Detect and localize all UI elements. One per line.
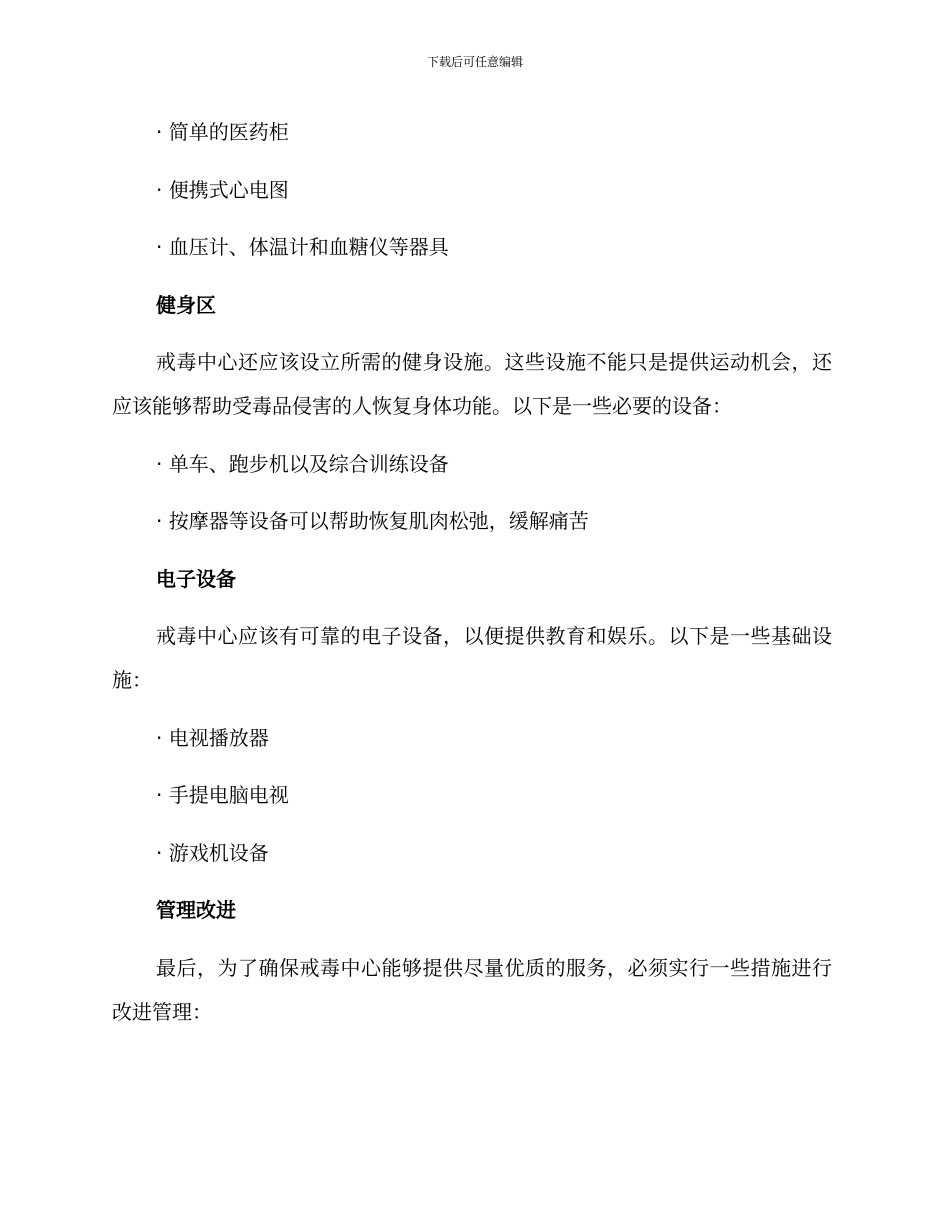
- bullet-item: · 电视播放器: [156, 725, 269, 750]
- bullet-item: · 便携式心电图: [156, 177, 289, 202]
- paragraph-management: 最后，为了确保戒毒中心能够提供尽量优质的服务，必须实行一些措施进行改进管理：: [112, 955, 832, 1024]
- bullet-item: · 按摩器等设备可以帮助恢复肌肉松弛，缓解痛苦: [156, 509, 589, 533]
- bullet-item: · 血压计、体温计和血糖仪等器具: [156, 235, 449, 259]
- bullet-item: · 单车、跑步机以及综合训练设备: [156, 451, 449, 476]
- bullet-item: · 游戏机设备: [156, 840, 269, 865]
- paragraph-fitness: 戒毒中心还应该设立所需的健身设施。这些设施不能只是提供运动机会，还应该能够帮助受毒品侵害的人恢复身体功能。以下是一些必要的设备：: [112, 350, 832, 418]
- header-note: 下载后可任意编辑: [426, 55, 523, 69]
- section-heading-fitness: 健身区: [156, 292, 216, 317]
- bullet-item: · 简单的医药柜: [156, 120, 289, 144]
- bullet-item: · 手提电脑电视: [156, 783, 289, 807]
- section-heading-management: 管理改进: [156, 898, 236, 922]
- document-body: [112, 110, 832, 1047]
- section-heading-electronics: 电子设备: [156, 566, 236, 591]
- paragraph-electronics: 戒毒中心应该有可靠的电子设备，以便提供教育和娱乐。以下是一些基础设施：: [112, 624, 832, 692]
